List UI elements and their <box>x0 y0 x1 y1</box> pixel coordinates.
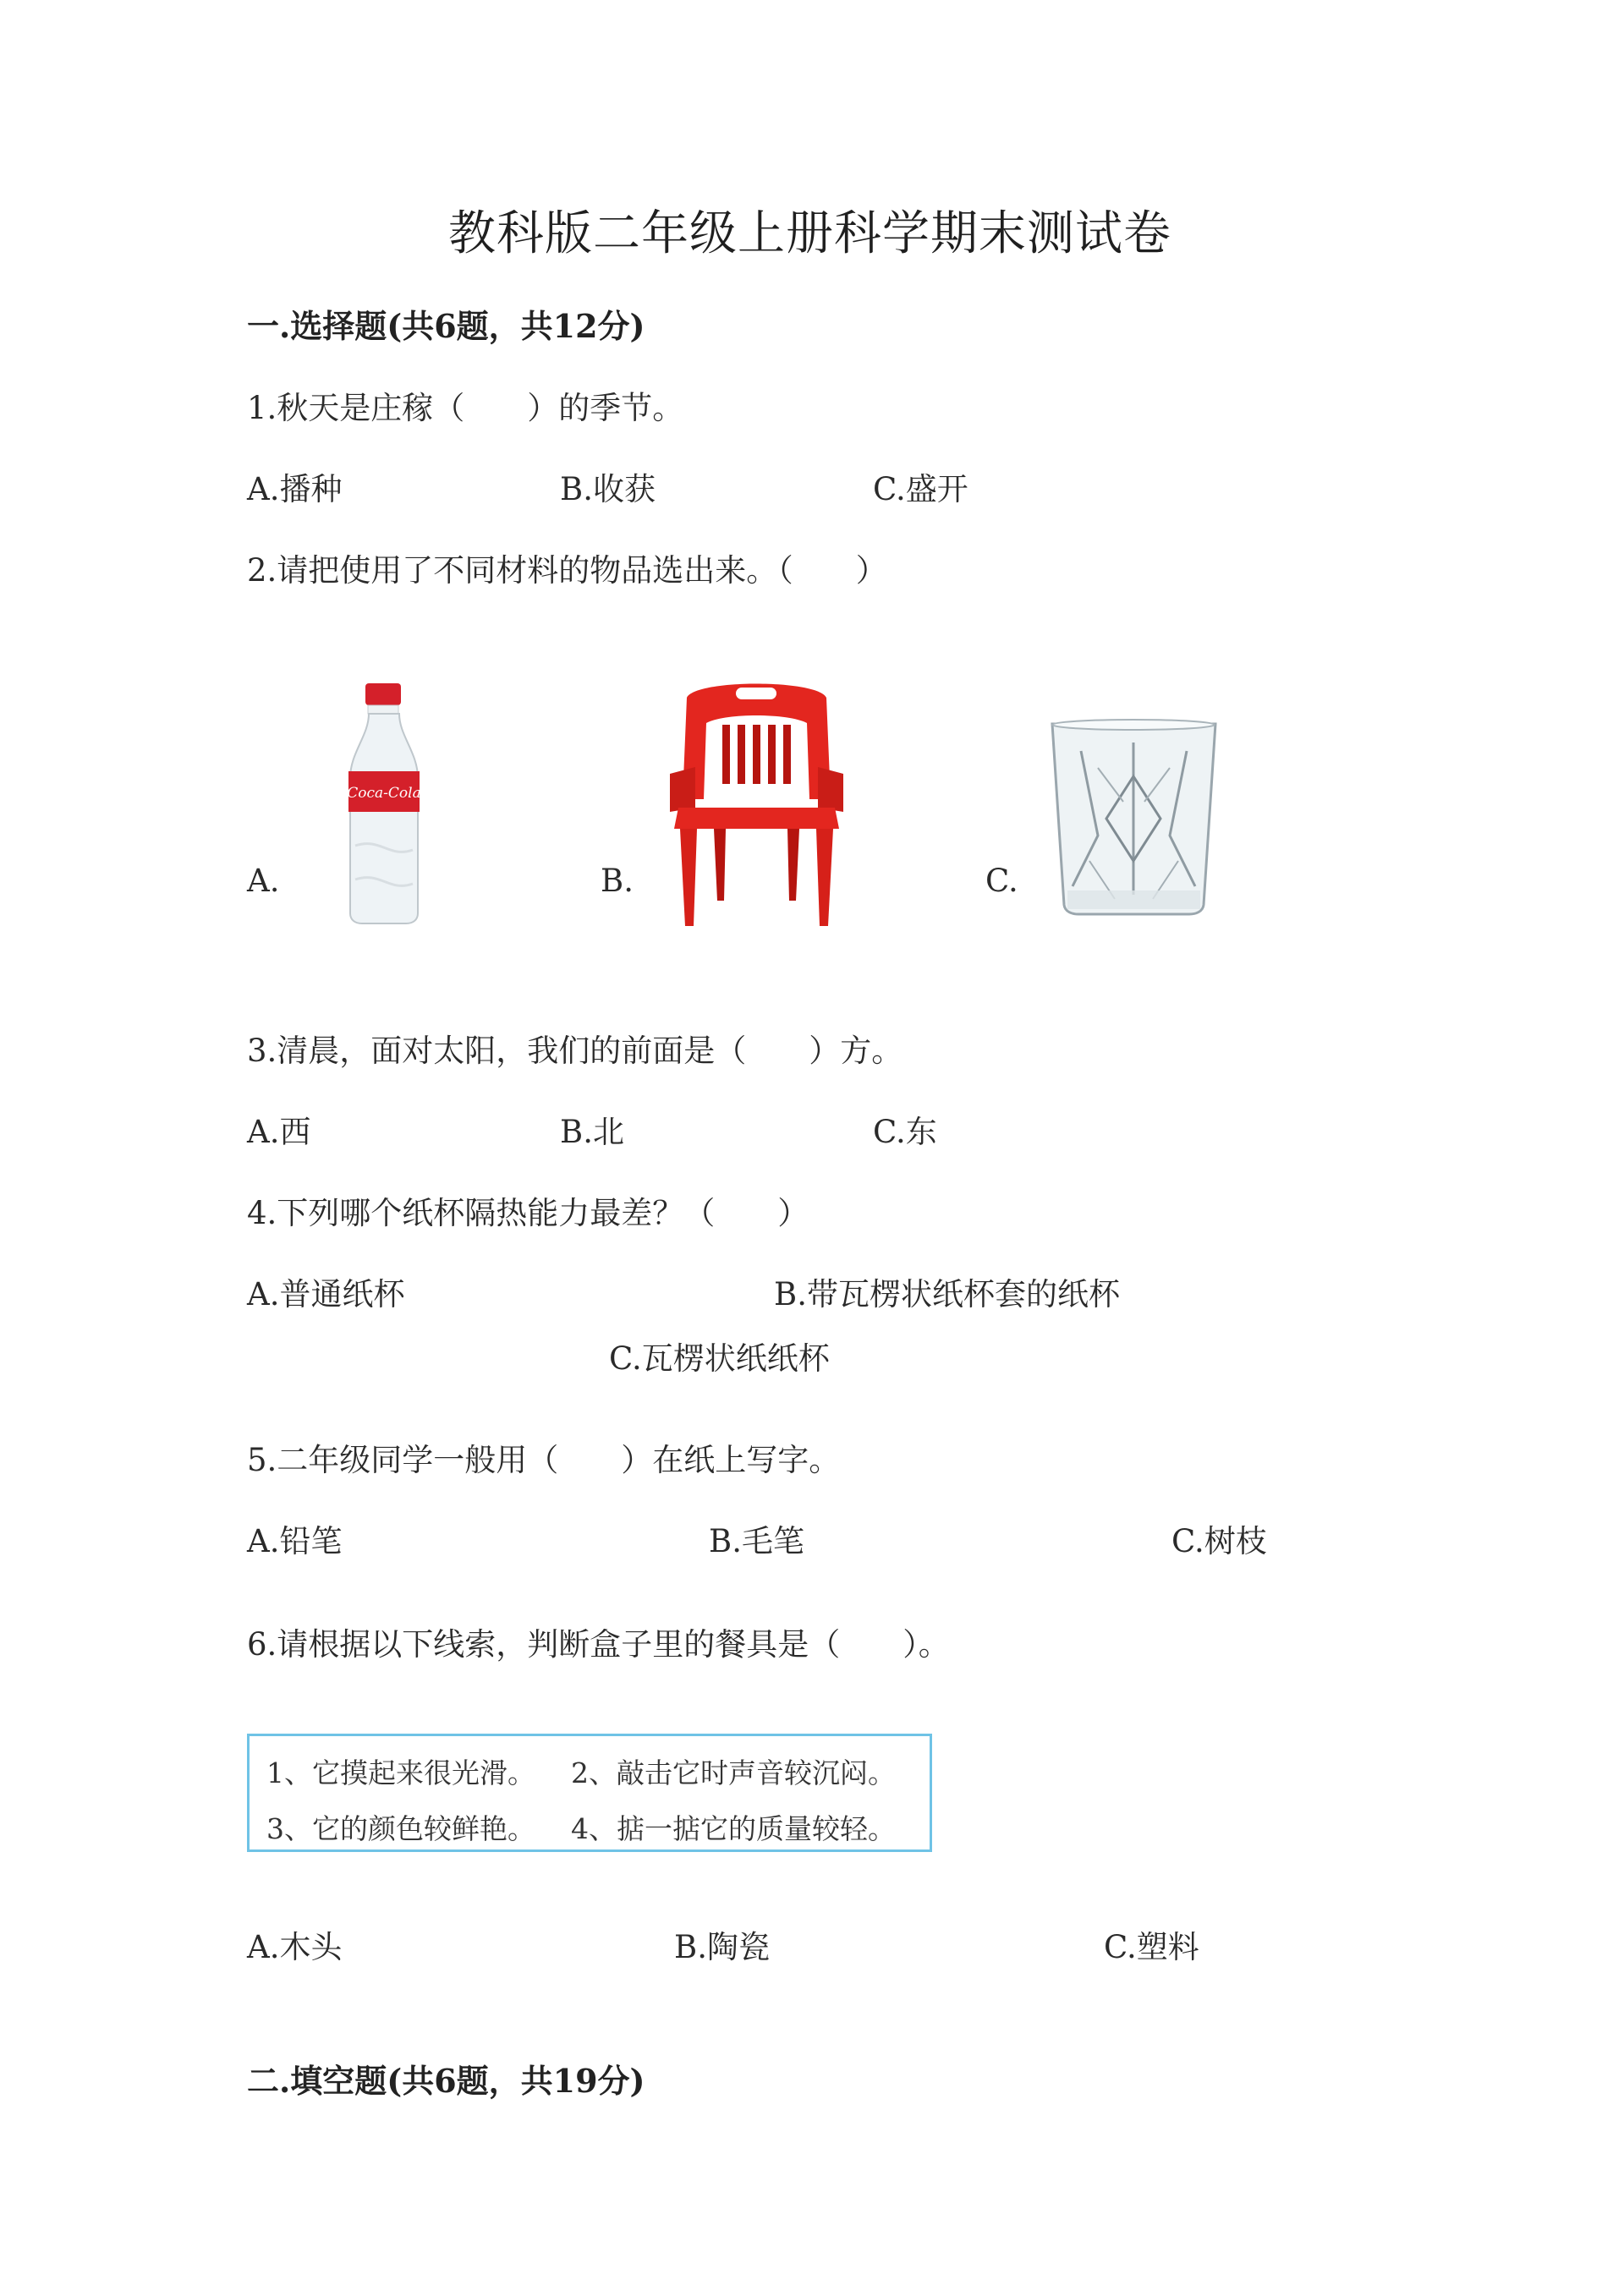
question-6-option-c[interactable]: C.塑料 <box>1104 1929 1199 1965</box>
question-3-option-b[interactable]: B.北 <box>560 1114 624 1150</box>
question-4-option-a[interactable]: A.普通纸杯 <box>247 1276 405 1312</box>
question-6-option-a[interactable]: A.木头 <box>247 1929 343 1965</box>
red-plastic-chair-icon <box>661 672 852 930</box>
question-2-stem: 2.请把使用了不同材料的物品选出来。（ ） <box>247 552 887 589</box>
question-5-stem: 5.二年级同学一般用（ ）在纸上写字。 <box>247 1442 841 1478</box>
question-2-option-a[interactable]: A. <box>247 863 280 899</box>
question-1-stem: 1.秋天是庄稼（ ）的季节。 <box>247 390 684 426</box>
question-3-option-a[interactable]: A.西 <box>247 1114 311 1150</box>
page-title: 教科版二年级上册科学期末测试卷 <box>448 206 1171 261</box>
question-6-option-b[interactable]: B.陶瓷 <box>674 1929 770 1965</box>
question-1-option-b[interactable]: B.收获 <box>560 471 656 507</box>
clue-2: 2、敲击它时声音较沉闷。 <box>571 1756 896 1789</box>
question-5-option-a[interactable]: A.铅笔 <box>247 1523 343 1559</box>
glass-cup-icon <box>1047 717 1221 916</box>
clue-1: 1、它摸起来很光滑。 <box>266 1756 535 1789</box>
question-4-option-c[interactable]: C.瓦楞状纸纸杯 <box>609 1340 830 1377</box>
section-heading-fill-blank: 二.填空题(共6题，共19分) <box>247 2062 645 2100</box>
question-3-option-c[interactable]: C.东 <box>873 1114 937 1150</box>
question-4-option-b[interactable]: B.带瓦楞状纸杯套的纸杯 <box>774 1276 1120 1312</box>
question-4-stem: 4.下列哪个纸杯隔热能力最差？（ ） <box>247 1195 809 1231</box>
question-2-option-c[interactable]: C. <box>985 863 1018 899</box>
clue-3: 3、它的颜色较鲜艳。 <box>266 1812 535 1845</box>
section-heading-choice: 一.选择题(共6题，共12分) <box>247 307 645 345</box>
question-5-option-c[interactable]: C.树枝 <box>1171 1523 1267 1559</box>
question-6-stem: 6.请根据以下线索，判断盒子里的餐具是（ ）。 <box>247 1626 950 1663</box>
question-2-option-b[interactable]: B. <box>601 863 634 899</box>
question-3-stem: 3.清晨，面对太阳，我们的前面是（ ）方。 <box>247 1033 903 1069</box>
clue-box <box>247 1734 932 1852</box>
clue-4: 4、掂一掂它的质量较轻。 <box>571 1812 896 1845</box>
bottle-label-text: Coca-Cola <box>347 785 421 802</box>
question-1-option-a[interactable]: A.播种 <box>247 471 343 507</box>
question-5-option-b[interactable]: B.毛笔 <box>709 1523 804 1559</box>
question-1-option-c[interactable]: C.盛开 <box>873 471 968 507</box>
cola-bottle-icon <box>321 677 448 926</box>
